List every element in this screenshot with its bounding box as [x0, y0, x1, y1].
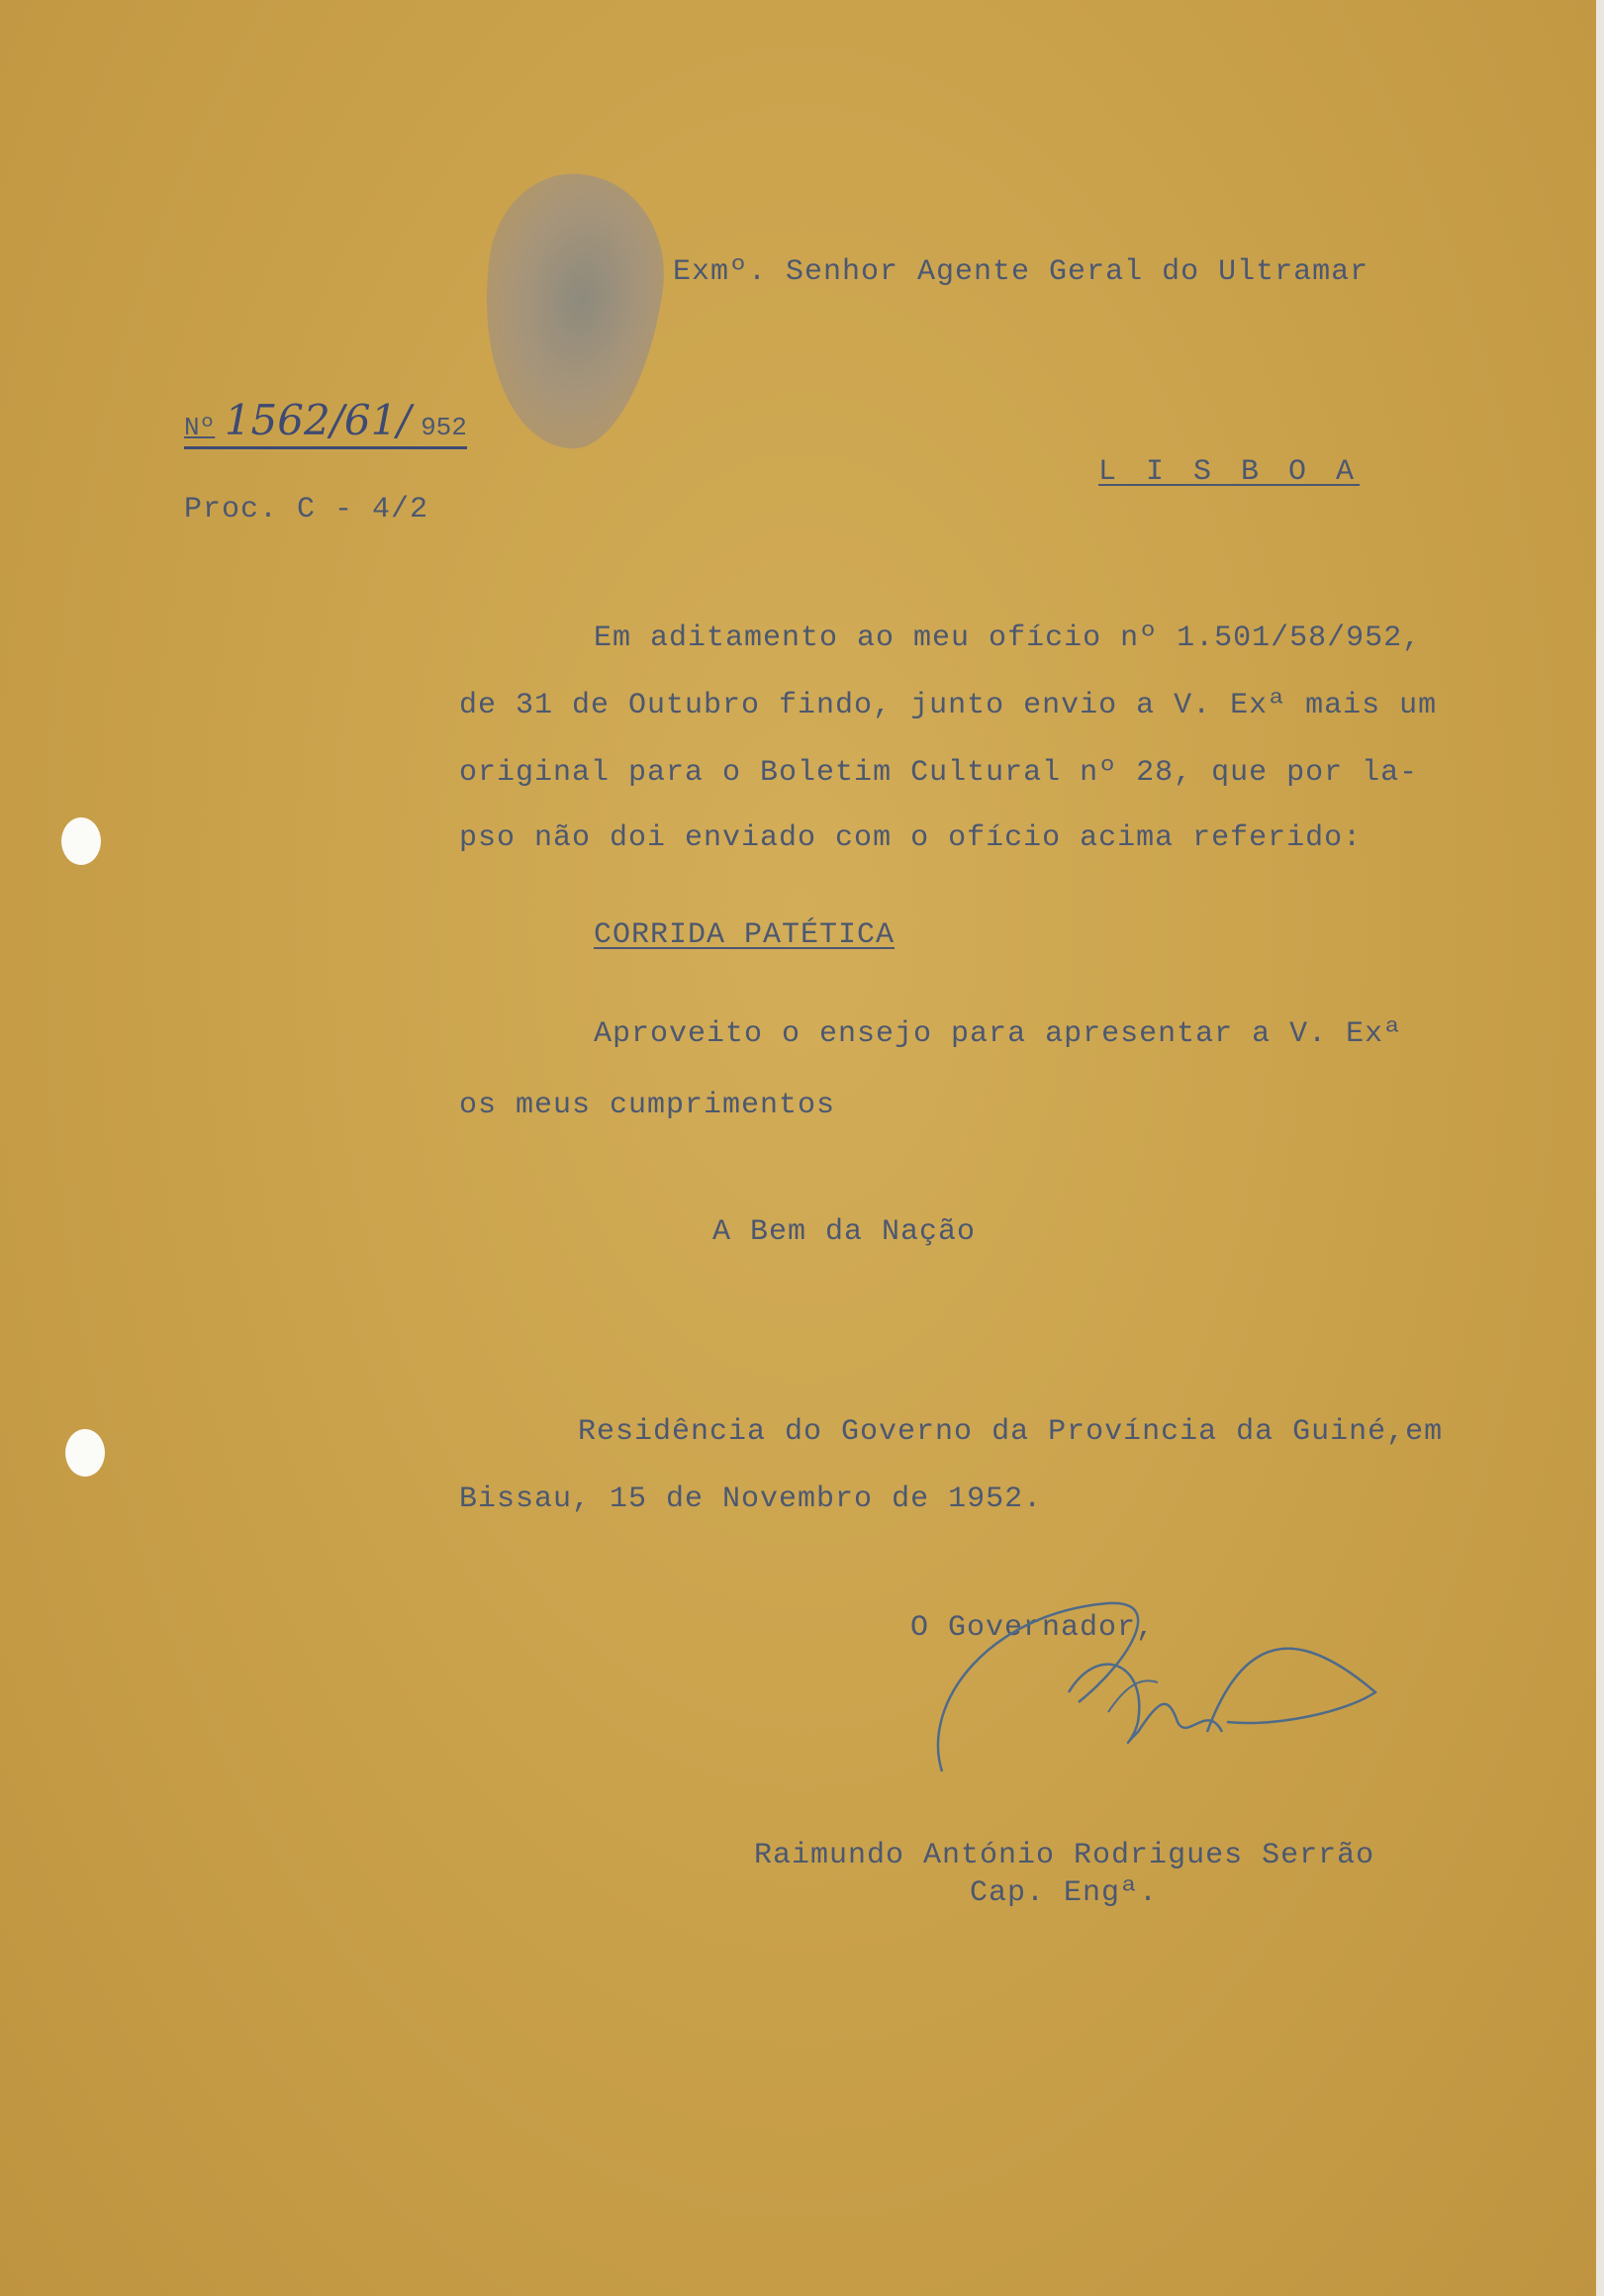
- reference-number: [184, 396, 467, 449]
- stain: [465, 163, 678, 458]
- document-title: CORRIDA PATÉTICA: [594, 918, 896, 952]
- body-line-2: de 31 de Outubro findo, junto envio a V. Exª mais um: [459, 689, 1438, 722]
- signatory-role: O Governador,: [910, 1611, 1156, 1645]
- salutation: A Bem da Nação: [712, 1215, 977, 1249]
- handwritten-signature: [930, 1583, 1385, 1781]
- reference-handwritten: 1562/61/: [224, 396, 412, 444]
- body-line-3: original para o Boletim Cultural nº 28, que por la-: [459, 756, 1419, 790]
- reference-prefix: Nº: [184, 413, 216, 442]
- closing-line-2: os meus cumprimentos: [459, 1089, 836, 1122]
- place-line-1: Residência do Governo da Província da Guiné,em: [578, 1415, 1444, 1449]
- body-line-4: pso não doi enviado com o ofício acima referido:: [459, 821, 1363, 855]
- place-line-2: Bissau, 15 de Novembro de 1952.: [459, 1483, 1043, 1516]
- addressee-line: Exmº. Senhor Agente Geral do Ultramar: [673, 255, 1369, 289]
- process-number: Proc. C - 4/2: [184, 493, 429, 526]
- punch-hole-bottom: [65, 1429, 105, 1477]
- closing-line-1: Aproveito o ensejo para apresentar a V. Exª: [594, 1017, 1403, 1051]
- destination-city: L I S B O A: [1098, 455, 1361, 489]
- reference-year: 952: [421, 413, 467, 442]
- body-line-1: Em aditamento ao meu ofício nº 1.501/58/952,: [594, 622, 1422, 655]
- signatory-rank: Cap. Engª.: [970, 1876, 1159, 1910]
- punch-hole-top: [61, 817, 101, 865]
- signatory-name: Raimundo António Rodrigues Serrão: [754, 1839, 1375, 1872]
